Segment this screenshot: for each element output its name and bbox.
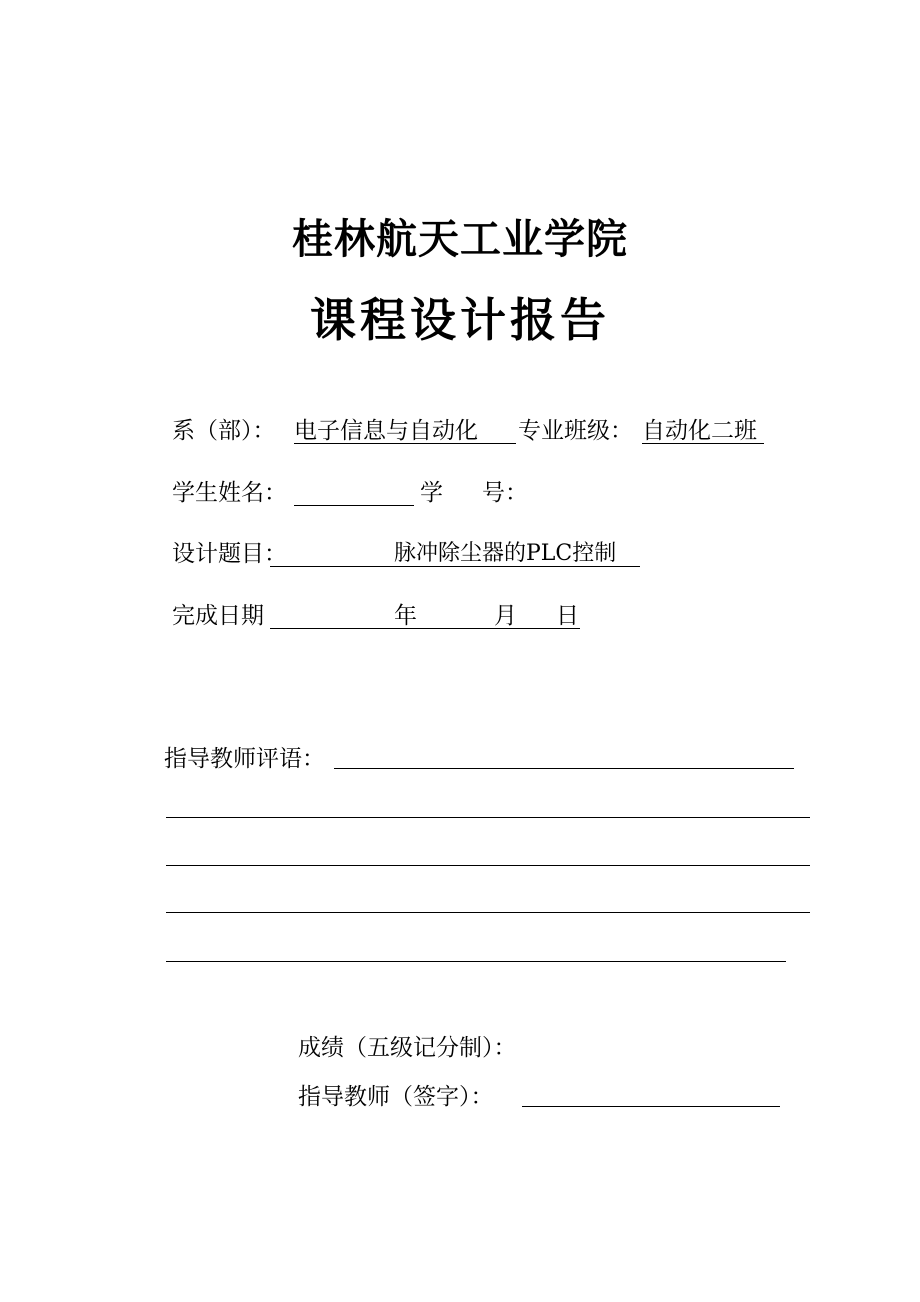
comment-line-5[interactable] xyxy=(166,961,786,962)
department-label: 系（部）： xyxy=(172,418,276,444)
design-topic-label: 设计题目： xyxy=(172,541,287,567)
completion-date-label: 完成日期 xyxy=(172,603,264,629)
document-title: 课程设计报告 xyxy=(310,293,610,347)
grade-label: 成绩（五级记分制）： xyxy=(298,1035,517,1061)
comment-line-2[interactable] xyxy=(166,817,810,818)
major-label: 专业班级： xyxy=(518,418,633,444)
comment-line-4[interactable] xyxy=(166,912,810,913)
date-year-label: 年 xyxy=(394,603,417,629)
student-name-field[interactable] xyxy=(294,505,414,506)
date-day-label: 日 xyxy=(556,603,579,629)
signature-field[interactable] xyxy=(522,1106,780,1107)
instructor-comment-label: 指导教师评语： xyxy=(164,746,325,772)
institution-title: 桂林航天工业学院 xyxy=(292,215,628,263)
completion-date-underline[interactable] xyxy=(270,628,580,629)
comment-line-3[interactable] xyxy=(166,865,810,866)
signature-label: 指导教师（签字）： xyxy=(298,1084,494,1110)
major-value: 自动化二班 xyxy=(642,418,757,444)
major-underline xyxy=(642,443,764,444)
department-value: 电子信息与自动化 xyxy=(294,418,478,444)
department-underline xyxy=(294,443,516,444)
date-month-label: 月 xyxy=(494,603,517,629)
design-topic-value: 脉冲除尘器的PLC控制 xyxy=(394,541,617,566)
student-id-label-part1: 学 xyxy=(420,480,443,506)
student-name-label: 学生姓名： xyxy=(172,480,287,506)
comment-line-1[interactable] xyxy=(334,768,794,769)
student-id-label-part2: 号： xyxy=(482,480,528,506)
